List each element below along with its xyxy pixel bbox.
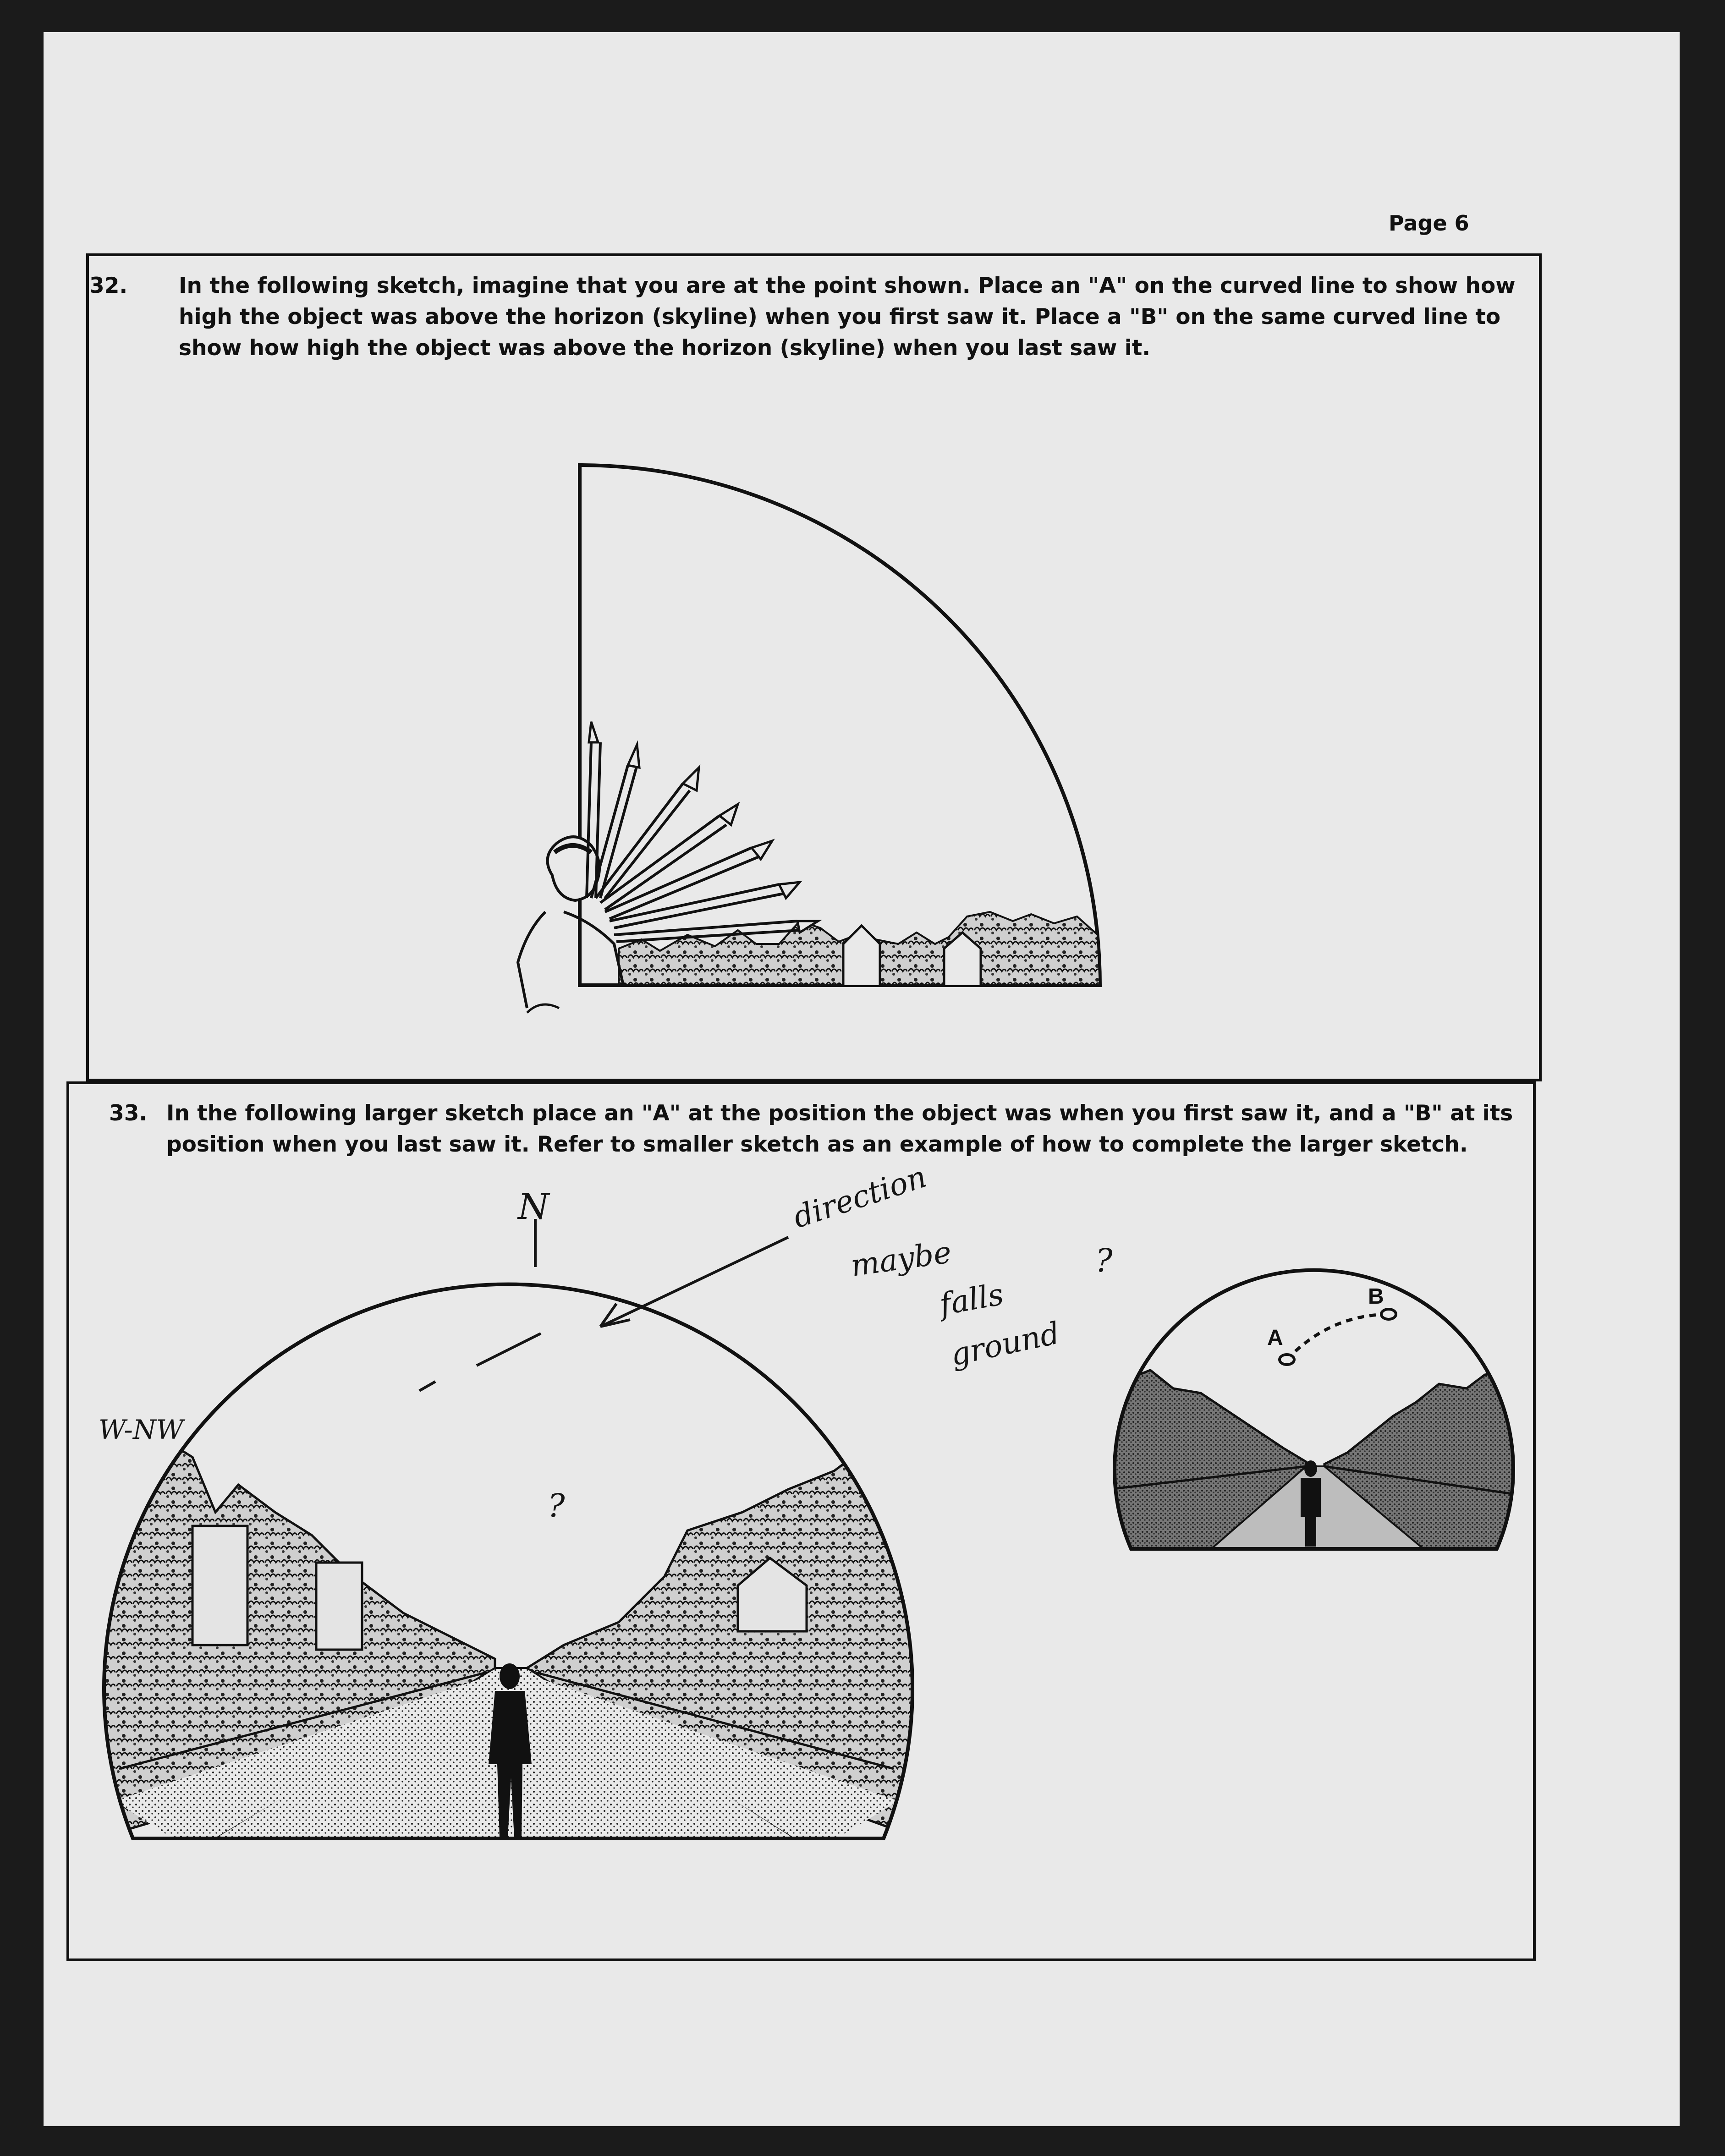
page-number: Page 6: [1389, 211, 1469, 236]
question-line: position when you last saw it. Refer to smaller sketch as an example of how to complete the larger sketch.: [166, 1132, 1468, 1157]
handwritten-note: direction: [789, 1159, 931, 1235]
example-label-a: A: [1267, 1326, 1283, 1350]
handwritten-note: falls: [937, 1276, 1006, 1322]
pointing-arrow: [600, 1237, 788, 1327]
example-label-b: B: [1368, 1284, 1384, 1309]
handwritten-note: ground: [947, 1315, 1063, 1373]
handwritten-question-mark: ?: [1095, 1242, 1113, 1279]
handwritten-note: maybe: [848, 1234, 954, 1284]
question-line: high the object was above the horizon (skyline) when you first saw it. Place a "B" on the same curved line to: [179, 304, 1501, 329]
handwritten-north: N: [518, 1186, 549, 1228]
quarter-circle-diagram: [518, 465, 1100, 1013]
question-line: In the following larger sketch place an "A" at the position the object was when you first saw it, and a "B" at its: [166, 1101, 1513, 1126]
small-example-sketch: [1100, 1256, 1522, 1558]
handwritten-west: W-NW: [99, 1414, 184, 1445]
handwritten-question-mark: ?: [548, 1487, 565, 1525]
question-line: show how high the object was above the horizon (skyline) when you last saw it.: [179, 335, 1151, 361]
question-line: In the following sketch, imagine that you are at the point shown. Place an "A" on the curved line to show how: [179, 273, 1516, 298]
question-number: 33.: [109, 1101, 148, 1126]
large-street-sketch: [101, 1237, 917, 1851]
question-number: 32.: [89, 273, 128, 298]
